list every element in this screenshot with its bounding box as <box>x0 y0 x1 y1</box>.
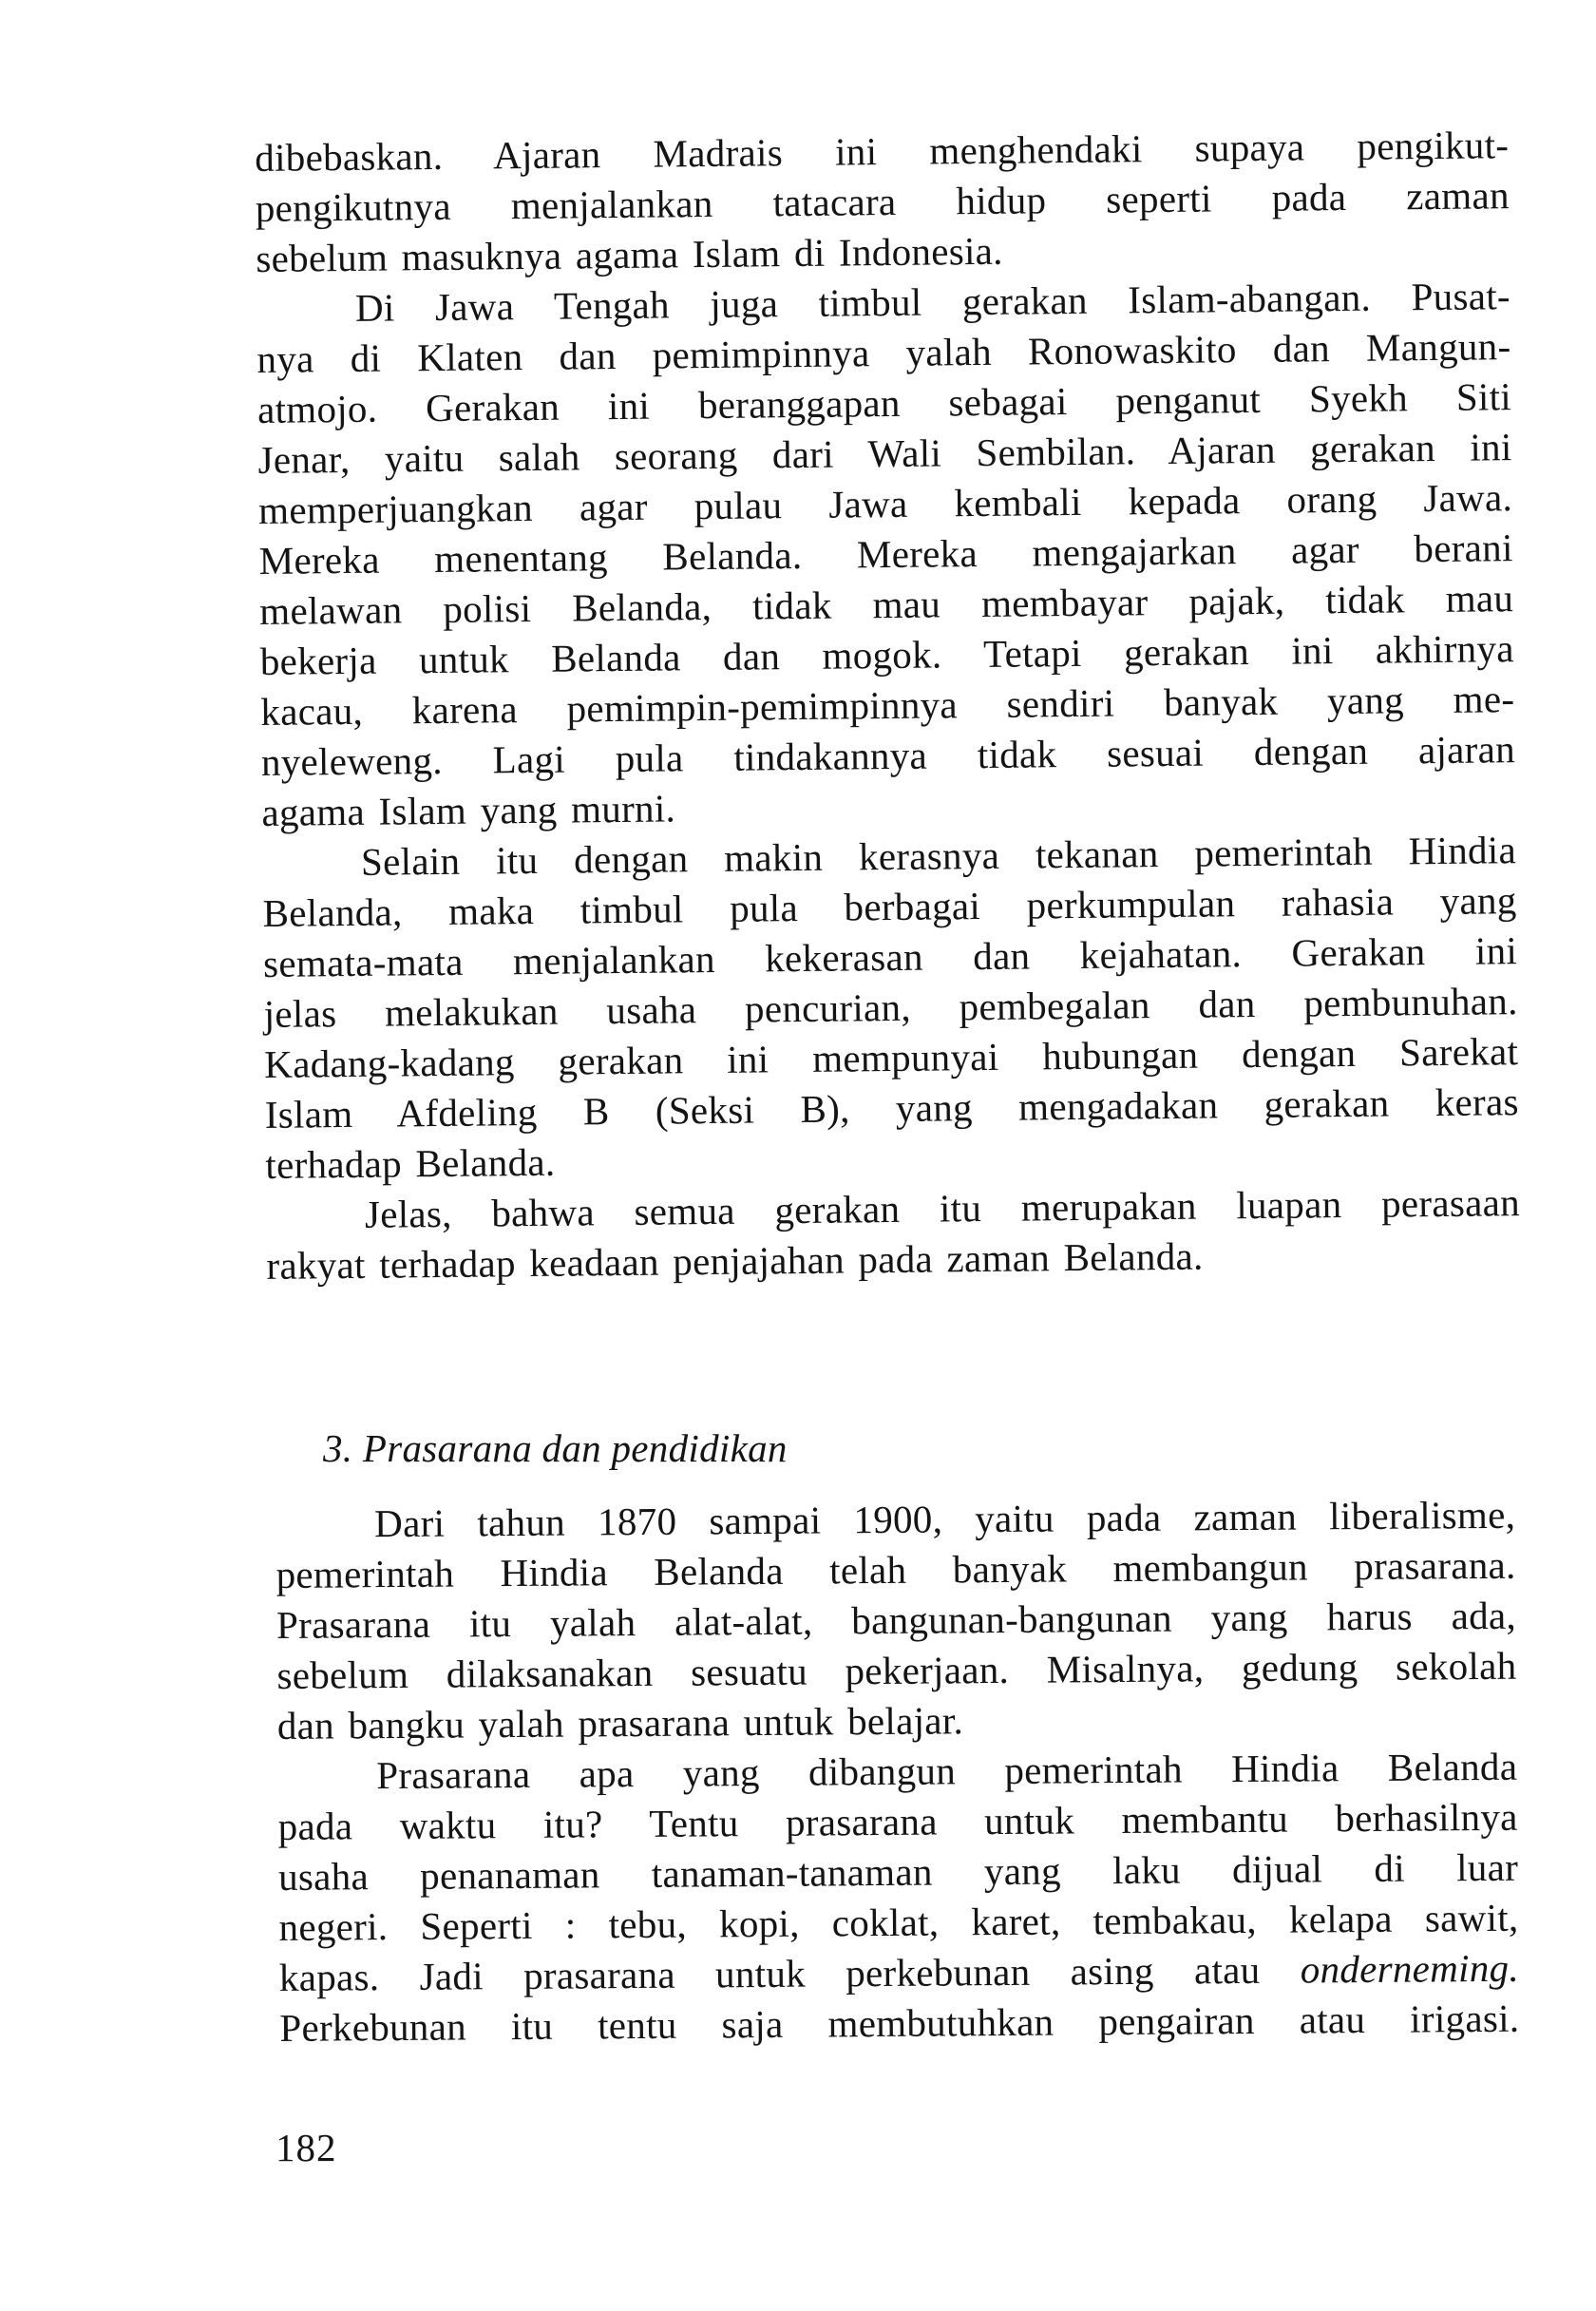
text-line: rakyat terhadap keadaan penjajahan pada zaman Belanda. <box>266 1233 1204 1288</box>
text-line: pemerintah Hindia Belanda telah banyak membangun prasarana. <box>276 1542 1516 1596</box>
text-line: agama Islam yang murni. <box>261 786 676 834</box>
text-line: nya di Klaten dan pemimpinnya yalah Ronowaskito dan Mangun- <box>256 324 1511 381</box>
text-line: sebelum masuknya agama Islam di Indonesia. <box>256 228 1003 280</box>
text-line: Kadang-kadang gerakan ini mempunyai hubungan dengan Sarekat <box>264 1029 1519 1086</box>
body-text-lower <box>276 1490 1520 2053</box>
text-line: nyeleweng. Lagi pula tindakannya tidak sesuai dengan ajaran <box>260 727 1516 784</box>
text-line: dan bangku yalah prasarana untuk belajar. <box>276 1698 964 1748</box>
text-line: terhadap Belanda. <box>265 1139 556 1187</box>
text-line: kacau, karena pemimpin-pemimpinnya sendiri banyak yang me- <box>260 677 1515 734</box>
text-line: Islam Afdeling B (Seksi B), yang mengadakan gerakan keras <box>264 1079 1519 1136</box>
text-line: Prasarana apa yang dibangun pemerintah Hindia Belanda <box>376 1744 1518 1798</box>
text-segment: kapas. Jadi prasarana untuk perkebunan asing atau <box>278 1947 1301 1999</box>
page-number: 182 <box>276 2126 337 2169</box>
text-line: Belanda, maka timbul pula berbagai perkumpulan rahasia yang <box>262 878 1517 935</box>
text-line: dibebaskan. Ajaran Madrais ini menghendaki supaya pengikut- <box>255 123 1510 180</box>
text-line: atmojo. Gerakan ini beranggapan sebagai penganut Syekh Siti <box>256 374 1512 431</box>
text-line: usaha penanaman tanaman-tanaman yang laku dijual di luar <box>277 1844 1519 1899</box>
section-heading: 3. Prasarana dan pendidikan <box>323 1426 788 1470</box>
text-line: negeri. Seperti : tebu, kopi, coklat, karet, tembakau, kelapa sawit, <box>278 1895 1519 1949</box>
text-line: Di Jawa Tengah juga timbul gerakan Islam-abangan. Pusat- <box>354 274 1511 330</box>
italic-term: onderneming. <box>1300 1945 1520 1992</box>
text-line: Dari tahun 1870 sampai 1900, yaitu pada zaman liberalisme, <box>374 1492 1516 1546</box>
text-line: Jenar, yaitu salah seorang dari Wali Sembilan. Ajaran gerakan ini <box>257 425 1512 482</box>
text-line: pada waktu itu? Tentu prasarana untuk membantu berhasilnya <box>277 1794 1518 1848</box>
text-line: Prasarana itu yalah alat-alat, bangunan-bangunan yang harus ada, <box>276 1593 1517 1647</box>
text-line: bekerja untuk Belanda dan mogok. Tetapi gerakan ini akhirnya <box>259 626 1514 683</box>
text-line: Mereka menentang Belanda. Mereka mengajarkan agar berani <box>258 525 1513 583</box>
text-line: Jelas, bahwa semua gerakan itu merupakan luapan perasaan <box>364 1180 1521 1236</box>
text-line: sebelum dilaksanakan sesuatu pekerjaan. Misalnya, gedung sekolah <box>276 1643 1517 1697</box>
text-line: melawan polisi Belanda, tidak mau membayar pajak, tidak mau <box>259 576 1514 633</box>
body-text-upper <box>255 120 1521 1291</box>
text-line: Selain itu dengan makin kerasnya tekanan pemerintah Hindia <box>360 828 1517 884</box>
text-line: semata-mata menjalankan kekerasan dan kejahatan. Gerakan ini <box>262 928 1518 985</box>
text-line: pengikutnya menjalankan tatacara hidup seperti pada zaman <box>255 173 1510 230</box>
text-line: memperjuangkan agar pulau Jawa kembali kepada orang Jawa. <box>257 475 1513 532</box>
text-line: Perkebunan itu tentu saja membutuhkan pengairan atau irigasi. <box>279 1996 1520 2050</box>
text-line: jelas melakukan usaha pencurian, pembegalan dan pembunuhan. <box>263 979 1518 1036</box>
